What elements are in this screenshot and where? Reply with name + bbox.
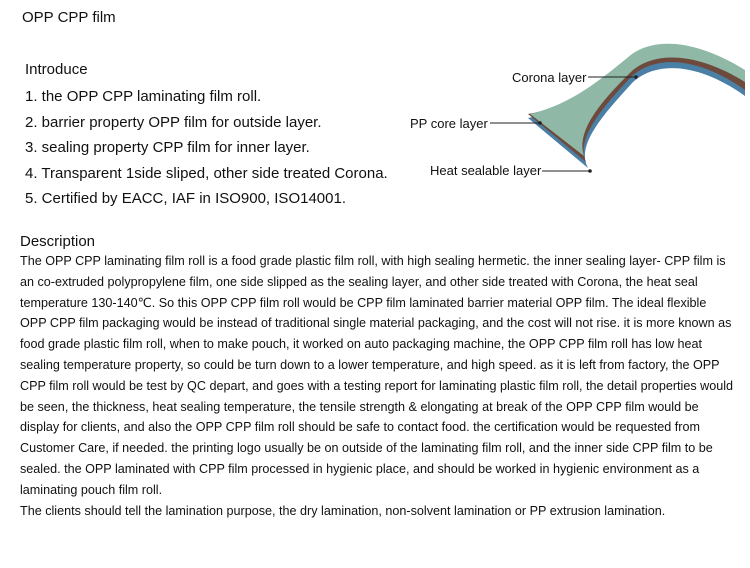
introduce-section [25,61,425,212]
film-layer-diagram [400,40,750,240]
corona-leader-dot [634,75,638,79]
introduce-list [25,84,425,212]
description-paragraph-1: The OPP CPP laminating film roll is a food grade plastic film roll, with high sealing hermetic. the inner sealing layer- CPP film is an co-extruded polypropylene film, one side slipped as the sealing layer, and other side treated with Corona, the heat seal temperature 130-140℃. So this OPP CPP film roll would be CPP film laminated barrier material OPP film. The ideal flexible OPP CPP film packaging would be instead of traditional single material packaging, and the cost will not rise. it is more known as food grade plastic film roll, when to make pouch, it worked on auto packaging machine, the OPP CPP film roll has low heat sealing temperature property, so could be turn down to a lower temperature, and high speed. as it is left from factory, the OPP CPP film roll would be test by QC depart, and goes with a testing report for laminating plastic film roll, the detail properties would be seen, the thickness, heat sealing temperature, the tensile strength & elongating at break of the OPP CPP film would be display for clients, and also the OPP CPP film roll should be safe to contact food. the certification would be requested from Customer Care, if needed. the printing logo usually be on outside of the laminating film roll, and the inner side CPP film to be sealed. the OPP laminated with CPP film processed in hygienic place, and should be worked in hygienic environment as a laminating pouch film roll. [20,254,734,497]
heat-sealable-layer-label: Heat sealable layer [430,163,542,178]
pp-core-layer-label: PP core layer [410,116,488,131]
introduce-item-2: 2. barrier property OPP film for outside layer. [25,113,322,131]
corona-layer-label: Corona layer [512,70,587,85]
introduce-item-3: 3. sealing property CPP film for inner layer. [25,139,310,156]
introduce-item-5: 5. Certified by EACC, IAF in ISO900, ISO14001. [25,190,346,207]
core-leader-dot [538,121,542,125]
introduce-item-4: 4. Transparent 1side sliped, other side treated Corona. [25,164,388,182]
introduce-heading: Introduce [25,61,88,78]
description-paragraph-2: The clients should tell the lamination purpose, the dry lamination, non-solvent lamination or PP extrusion lamination. [20,503,666,518]
description-section [20,233,736,521]
description-heading: Description [20,233,96,250]
page-title: OPP CPP film [22,9,116,26]
introduce-item-1: 1. the OPP CPP laminating film roll. [25,88,262,105]
heat-leader-dot [588,169,592,173]
